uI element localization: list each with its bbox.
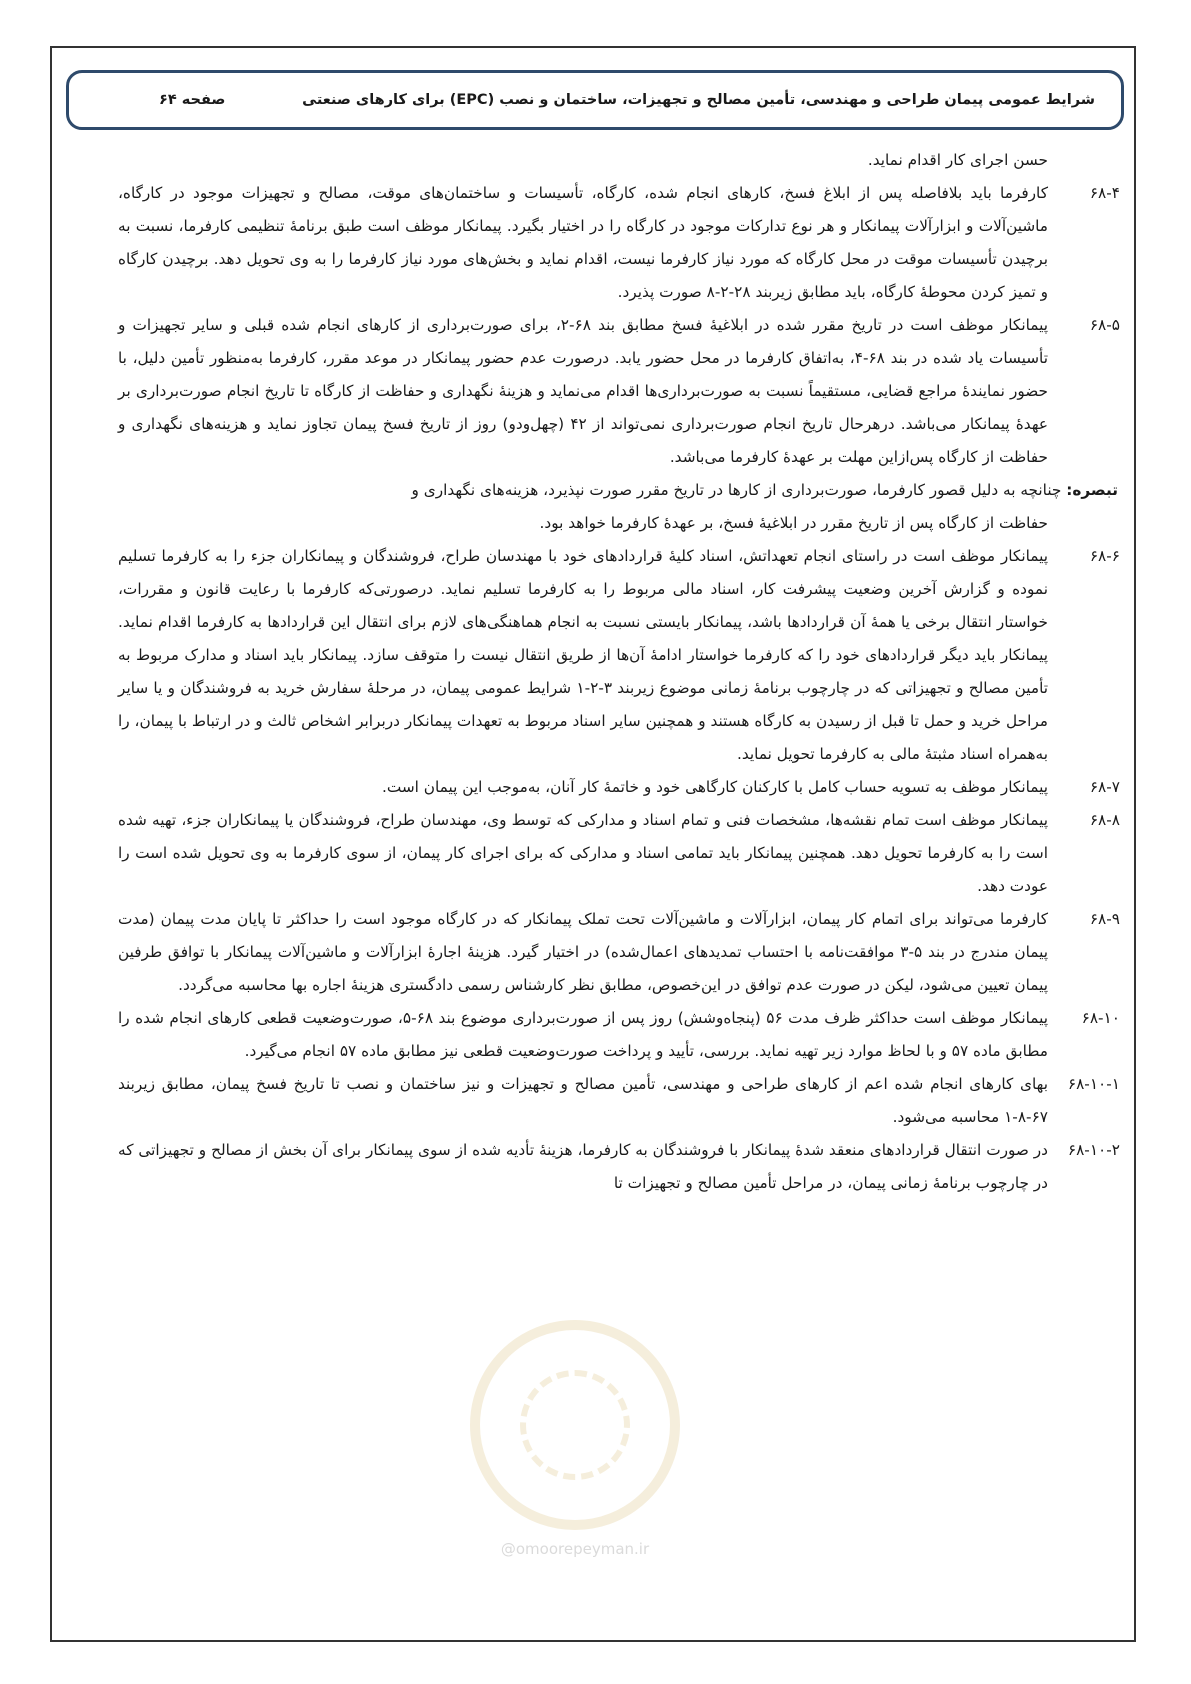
clause-68-5 xyxy=(118,309,1120,474)
note-text-continued: حفاظت از کارگاه پس از تاریخ مقرر در ابلاغیهٔ فسخ، بر عهدهٔ کارفرما خواهد بود. xyxy=(539,514,1048,532)
clause-number: ۶۸-۸ xyxy=(1089,811,1120,829)
clause-number: ۶۸-۹ xyxy=(1089,910,1120,928)
clause-number: ۶۸-۱۰ xyxy=(1081,1009,1120,1027)
clause-text: پیمانکار موظف است حداکثر ظرف مدت ۵۶ (پنجاه‌وشش) روز پس از صورت‌برداری موضوع بند ۶۸-۵، صورت‌وضعیت قطعی کارهای انجام شده را مطابق ماده ۵۷ و با لحاظ موارد زیر تهیه نماید. بررسی، تأیید و پرداخت صورت‌وضعیت قطعی نیز مطابق ماده ۵۷ انجام می‌گیرد. xyxy=(118,1009,1048,1060)
note-tabsareh xyxy=(118,474,1118,540)
clause-text: کارفرما می‌تواند برای اتمام کار پیمان، ابزارآلات و ماشین‌آلات تحت تملک پیمانکار که در کارگاه موجود است را حداکثر تا پایان مدت پیمان (مدت پیمان مندرج در بند ۵-۳ موافقت‌نامه با احتساب تمدیدهای اعمال‌شده) در اختیار گیرد. هزینهٔ اجارهٔ ابزارآلات و ماشین‌آلات پیمانکار با توافق طرفین پیمان تعیین می‌شود، لیکن در صورت عدم توافق در این‌خصوص، مطابق نظر کارشناس رسمی دادگستری هزینهٔ اجاره بها محاسبه می‌گردد. xyxy=(118,910,1049,994)
note-label: تبصره: xyxy=(1066,481,1118,499)
clause-text: پیمانکار موظف است در راستای انجام تعهداتش، اسناد کلیهٔ قراردادهای خود با مهندسان طراح، فروشندگان و پیمانکاران جزء را به کارفرما تسلیم نموده و گزارش آخرین وضعیت پیشرفت کار، اسناد مالی مربوط را به کارفرما تسلیم نماید. درصورتی‌که کارفرما با رعایت قانون و مقررات، خواستار انتقال برخی یا همهٔ آن قراردادها باشد، پیمانکار بایستی نسبت به انجام هماهنگی‌های لازم برای انتقال این قراردادها به کارفرما اقدام نماید. پیمانکار باید دیگر قراردادهای خود را که کارفرما خواستار ادامهٔ آن‌ها از طریق انتقال نیست را متوقف سازد. پیمانکار باید اسناد و مدارک مربوط به تأمین مصالح و تجهیزاتی که در چارچوب برنامهٔ زمانی موضوع زیربند ۳-۲-۱ شرایط عمومی پیمان، در مرحلهٔ سفارش خرید به فروشندگان و یا سایر مراحل خرید و حمل تا قبل از رسیدن به کارگاه هستند و همچنین سایر اسناد مربوط به تعهدات پیمانکار دربرابر اشخاص ثالث و در ارتباط با پیمان، را به‌همراه اسناد مثبتهٔ مالی به کارفرما تحویل نماید. xyxy=(118,547,1048,763)
clause-number: ۶۸-۴ xyxy=(1089,184,1120,202)
document-body xyxy=(118,144,1120,1200)
clause-text: کارفرما باید بلافاصله پس از ابلاغ فسخ، کارهای انجام شده، کارگاه، تأسیسات و ساختمان‌های موقت، مصالح و تجهیزات موجود در کارگاه، ماشین‌آلات و ابزارآلات پیمانکار و هر نوع تدارکات موجود در کارگاه را در اختیار بگیرد. پیمانکار موظف است طبق برنامهٔ تنظیمی کارفرما، نسبت به برچیدن تأسیسات موقت در محل کارگاه که مورد نیاز کارفرما نیست، اقدام نماید و بخش‌های مورد نیاز کارفرما را به وی تحویل دهد. برچیدن کارگاه و تمیز کردن محوطهٔ کارگاه، باید مطابق زیربند ۲۸-۲-۸ صورت پذیرد. xyxy=(118,184,1048,301)
subclause-text: بهای کارهای انجام شده اعم از کارهای طراحی و مهندسی، تأمین مصالح و تجهیزات و نیز ساختمان و نصب تا تاریخ فسخ پیمان، مطابق زیربند ۶۷-۸-۱ محاسبه می‌شود. xyxy=(118,1075,1048,1126)
subclause-number: ۶۸-۱۰-۱ xyxy=(1067,1075,1120,1093)
clause-text: پیمانکار موظف به تسویه حساب کامل با کارکنان کارگاهی خود و خاتمهٔ کار آنان، به‌موجب این پیمان است. xyxy=(381,778,1048,796)
subclause-68-10-2 xyxy=(118,1134,1120,1200)
clause-68-9 xyxy=(118,903,1120,1002)
clause-68-10 xyxy=(118,1002,1120,1068)
intro-line: حسن اجرای کار اقدام نماید. xyxy=(867,151,1048,169)
subclause-68-10-1 xyxy=(118,1068,1120,1134)
page-number: صفحه ۶۴ xyxy=(159,92,226,108)
clause-text: پیمانکار موظف است در تاریخ مقرر شده در ابلاغیهٔ فسخ مطابق بند ۶۸-۲، برای صورت‌برداری از کارهای انجام شده قبلی و سایر تجهیزات و تأسیسات یاد شده در بند ۶۸-۴، به‌اتفاق کارفرما در محل حضور یابد. درصورت عدم حضور پیمانکار در موعد مقرر، کارفرما به‌منظور تأمین دلیل، با حضور نمایندهٔ مراجع قضایی، مستقیماً نسبت به صورت‌برداری‌ها اقدام می‌نماید و هزینهٔ نگهداری و حفاظت از کارگاه تا تاریخ انجام صورت‌برداری بر عهدهٔ پیمانکار می‌باشد. درهرحال تاریخ انجام صورت‌برداری نمی‌تواند از ۴۲ (چهل‌ودو) روز از تاریخ فسخ پیمان تجاوز نماید و هزینه‌های نگهداری و حفاظت از کارگاه پس‌ازاین مهلت بر عهدهٔ کارفرما می‌باشد. xyxy=(118,316,1048,466)
clause-number: ۶۸-۶ xyxy=(1089,547,1120,565)
watermark-text: @omoorepeyman.ir xyxy=(500,1540,650,1558)
clause-68-4 xyxy=(118,177,1120,309)
clause-number: ۶۸-۵ xyxy=(1089,316,1120,334)
clause-68-8 xyxy=(118,804,1120,903)
clause-number: ۶۸-۷ xyxy=(1089,778,1120,796)
document-title: شرایط عمومی پیمان طراحی و مهندسی، تأمین مصالح و تجهیزات، ساختمان و نصب (EPC) برای کارهای صنعتی xyxy=(302,92,1095,108)
clause-68-6 xyxy=(118,540,1120,771)
note-text: چنانچه به دلیل قصور کارفرما، صورت‌برداری از کارها در تاریخ مقرر صورت نپذیرد، هزینه‌های نگهداری و xyxy=(411,481,1062,499)
clause-68-7 xyxy=(118,771,1120,804)
subclause-number: ۶۸-۱۰-۲ xyxy=(1067,1141,1120,1159)
clause-text: پیمانکار موظف است تمام نقشه‌ها، مشخصات فنی و تمام اسناد و مدارکی که توسط وی، مهندسان طراح، فروشندگان یا پیمانکاران جزء، تهیه شده است را به کارفرما تحویل دهد. همچنین پیمانکار باید تمامی اسناد و مدارکی که برای اجرای کار پیمان، از سوی کارفرما به وی تحویل شده است را عودت دهد. xyxy=(118,811,1048,895)
page-header xyxy=(66,70,1124,130)
subclause-text: در صورت انتقال قراردادهای منعقد شدهٔ پیمانکار با فروشندگان به کارفرما، هزینهٔ تأدیه شده از سوی پیمانکار برای آن بخش از مصالح و تجهیزاتی که در چارچوب برنامهٔ زمانی پیمان، در مراحل تأمین مصالح و تجهیزات تا xyxy=(118,1141,1048,1192)
